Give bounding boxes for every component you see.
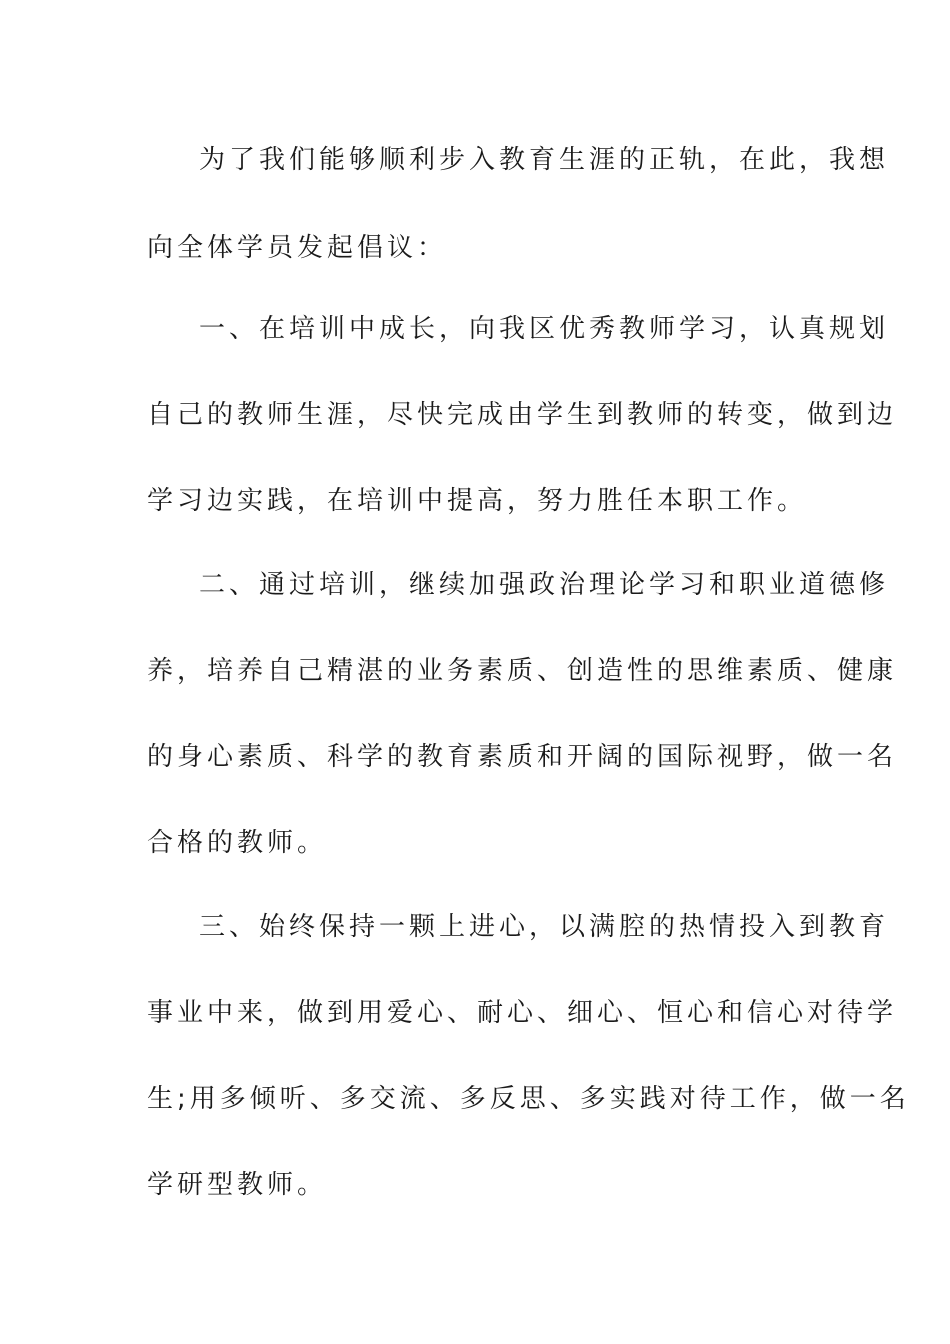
paragraph-three-line-1: 三、始终保持一颗上进心，以满腔的热情投入到教育 (199, 912, 890, 942)
paragraph-three-line-2: 事业中来，做到用爱心、耐心、细心、恒心和信心对待学 (147, 998, 898, 1028)
paragraph-two-line-3: 的身心素质、科学的教育素质和开阔的国际视野，做一名 (147, 742, 898, 772)
paragraph-intro-line-1: 为了我们能够顺利步入教育生涯的正轨，在此，我想 (199, 145, 890, 175)
paragraph-three-line-3: 生;用多倾听、多交流、多反思、多实践对待工作，做一名 (147, 1084, 910, 1114)
paragraph-one-line-2: 自己的教师生涯，尽快完成由学生到教师的转变，做到边 (147, 400, 898, 430)
paragraph-two-line-4: 合格的教师。 (147, 828, 328, 858)
paragraph-two-line-2: 养，培养自己精湛的业务素质、创造性的思维素质、健康 (147, 656, 898, 686)
paragraph-three-line-4: 学研型教师。 (147, 1170, 328, 1200)
paragraph-one-line-3: 学习边实践，在培训中提高，努力胜任本职工作。 (147, 486, 808, 516)
paragraph-intro-line-2: 向全体学员发起倡议： (147, 233, 448, 263)
paragraph-one-line-1: 一、在培训中成长，向我区优秀教师学习，认真规划 (199, 314, 890, 344)
paragraph-two-line-1: 二、通过培训，继续加强政治理论学习和职业道德修 (199, 570, 890, 600)
